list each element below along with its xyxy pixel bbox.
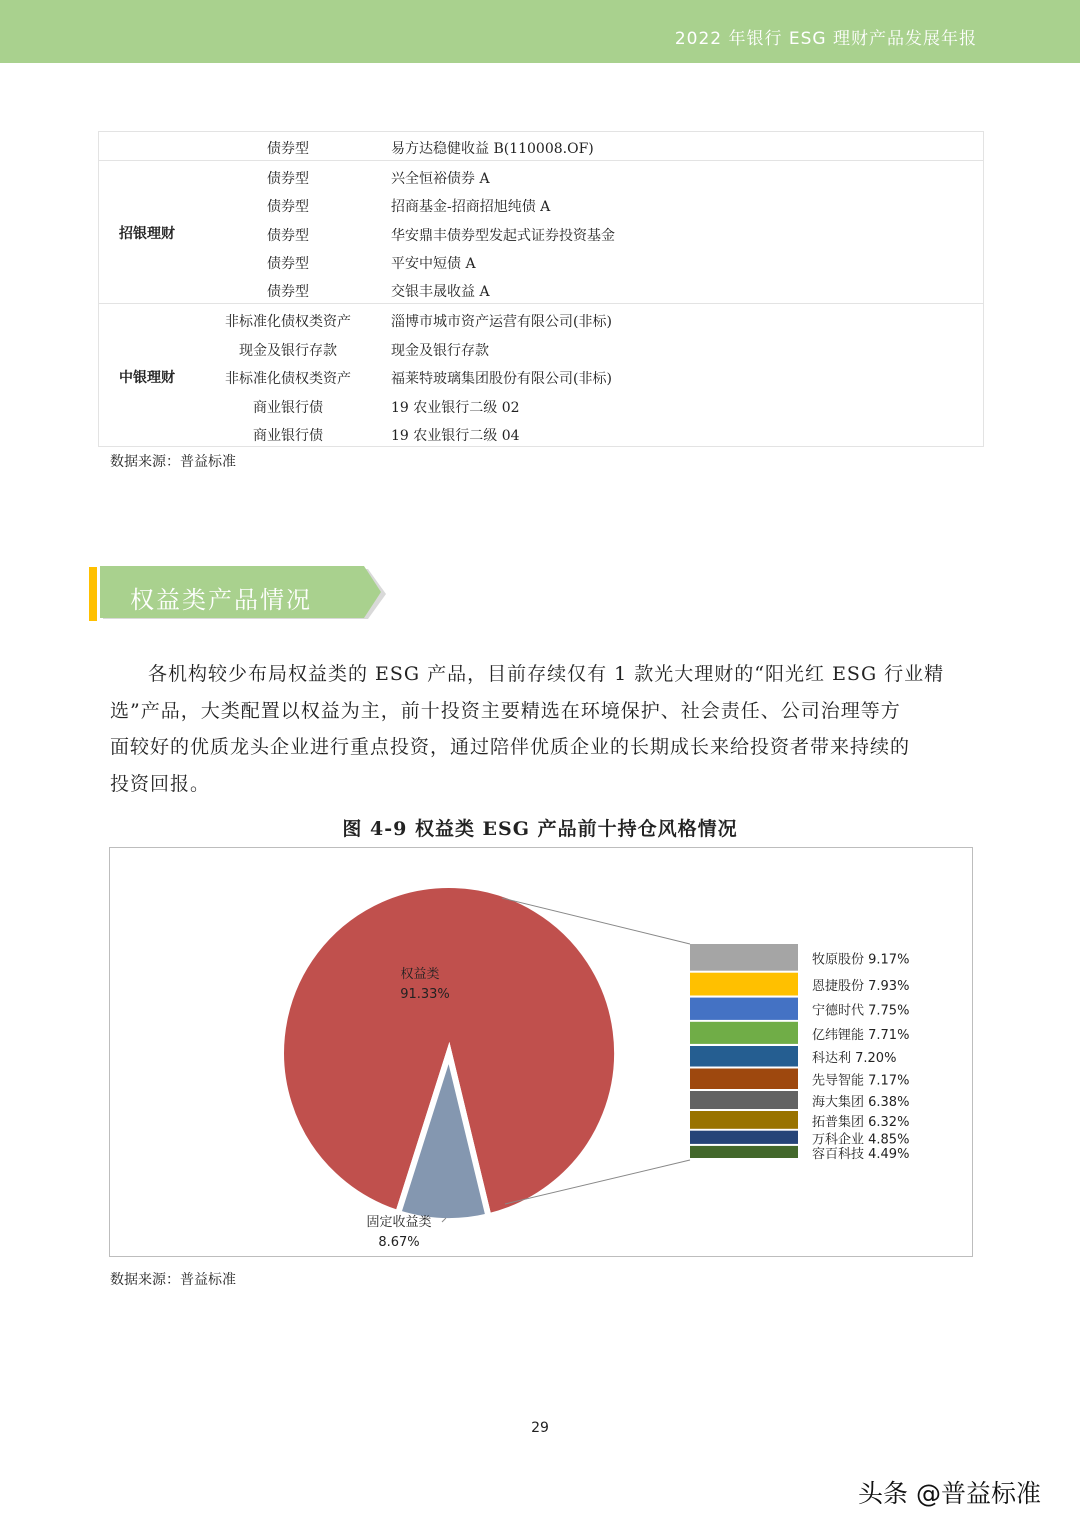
breakdown-bar-segment bbox=[690, 1111, 798, 1129]
table-row bbox=[99, 391, 983, 419]
holdings-institution: 中银理财 bbox=[119, 370, 175, 386]
breakdown-label: 科达利 7.20% bbox=[812, 1051, 897, 1067]
paragraph-line: 面较好的优质龙头企业进行重点投资，通过陪伴优质企业的长期成长来给投资者带来持续的 bbox=[110, 736, 911, 758]
pie-slice-value: 8.67% bbox=[378, 1235, 420, 1250]
table-row bbox=[99, 275, 983, 303]
holdings-group-0 bbox=[99, 132, 983, 160]
breakdown-label: 恩捷股份 7.93% bbox=[812, 979, 910, 995]
table-row bbox=[99, 162, 983, 190]
holding-name-cell: 福莱特玻璃集团股份有限公司(非标) bbox=[391, 371, 612, 387]
table-row bbox=[99, 219, 983, 247]
breakdown-bar-segment bbox=[690, 1091, 798, 1109]
page-header bbox=[0, 0, 1080, 63]
holding-name-cell: 易方达稳健收益 B(110008.OF) bbox=[391, 141, 594, 157]
asset-type-cell: 债券型 bbox=[267, 256, 309, 272]
paragraph-line: 选”产品，大类配置以权益为主，前十投资主要精选在环境保护、社会责任、公司治理等方 bbox=[110, 699, 901, 722]
table-row bbox=[99, 247, 983, 275]
breakdown-bar-segment bbox=[690, 1131, 798, 1144]
watermark: 头条 @普益标准 bbox=[858, 1479, 1041, 1508]
holding-name-cell: 交银丰晟收益 A bbox=[391, 284, 490, 300]
breakdown-bar-segment bbox=[690, 1046, 798, 1067]
pie-of-bar-chart bbox=[110, 848, 972, 1256]
holding-name-cell: 淄博市城市资产运营有限公司(非标) bbox=[391, 314, 612, 330]
table-source-note: 数据来源：普益标准 bbox=[110, 454, 236, 470]
pie-slice-value: 91.33% bbox=[400, 987, 450, 1002]
section-title: 权益类产品情况 bbox=[130, 586, 312, 614]
asset-type-cell: 债券型 bbox=[267, 284, 309, 300]
asset-type-cell: 非标准化债权类资产 bbox=[225, 371, 351, 387]
holding-name-cell: 现金及银行存款 bbox=[391, 343, 489, 359]
asset-type-cell: 债券型 bbox=[267, 171, 309, 187]
breakdown-bar-segment bbox=[690, 1069, 798, 1090]
table-row bbox=[99, 362, 983, 390]
table-row bbox=[99, 419, 983, 447]
figure-source-note: 数据来源：普益标准 bbox=[110, 1272, 236, 1288]
breakdown-label: 拓普集团 6.32% bbox=[812, 1114, 910, 1130]
holding-name-cell: 19 农业银行二级 04 bbox=[391, 428, 520, 444]
table-row bbox=[99, 305, 983, 333]
table-row bbox=[99, 334, 983, 362]
breakdown-bar-segment bbox=[690, 998, 798, 1020]
holding-name-cell: 招商基金-招商招旭纯债 A bbox=[391, 199, 551, 215]
figure-title: 图 4-9 权益类 ESG 产品前十持仓风格情况 bbox=[342, 818, 738, 840]
asset-type-cell: 债券型 bbox=[267, 228, 309, 244]
holdings-group-1 bbox=[99, 160, 983, 304]
breakdown-label: 容百科技 4.49% bbox=[812, 1147, 910, 1162]
breakdown-label: 海大集团 6.38% bbox=[812, 1095, 910, 1110]
asset-type-cell: 债券型 bbox=[267, 199, 309, 215]
asset-type-cell: 非标准化债权类资产 bbox=[225, 314, 351, 330]
breakdown-label: 牧原股份 9.17% bbox=[812, 952, 910, 968]
holdings-institution: 招银理财 bbox=[119, 226, 175, 242]
chart-frame bbox=[109, 847, 973, 1257]
paragraph-line: 各机构较少布局权益类的 ESG 产品，目前存续仅有 1 款光大理财的“阳光红 ESG 行业精 bbox=[148, 663, 945, 685]
breakdown-bar-segment bbox=[690, 944, 798, 971]
asset-type-cell: 债券型 bbox=[267, 141, 309, 157]
breakdown-label: 万科企业 4.85% bbox=[812, 1132, 910, 1148]
asset-type-cell: 商业银行债 bbox=[253, 428, 323, 444]
table-row bbox=[99, 190, 983, 218]
holding-name-cell: 兴全恒裕债券 A bbox=[391, 171, 490, 187]
holding-name-cell: 19 农业银行二级 02 bbox=[391, 400, 520, 416]
paragraph-line: 投资回报。 bbox=[110, 772, 211, 795]
report-title: 2022 年银行 ESG 理财产品发展年报 bbox=[674, 29, 977, 49]
breakdown-bar-segment bbox=[690, 1022, 798, 1044]
holdings-group-2 bbox=[99, 303, 983, 447]
page-number: 29 bbox=[531, 1420, 549, 1436]
pie-slice-label: 固定收益类 bbox=[366, 1215, 432, 1230]
breakdown-label: 亿纬锂能 7.71% bbox=[812, 1027, 910, 1043]
breakdown-bar-segment bbox=[690, 973, 798, 996]
breakdown-label: 宁德时代 7.75% bbox=[812, 1003, 910, 1019]
breakdown-label: 先导智能 7.17% bbox=[812, 1073, 910, 1089]
holding-name-cell: 平安中短债 A bbox=[391, 256, 476, 272]
asset-type-cell: 商业银行债 bbox=[253, 400, 323, 416]
breakdown-bar-segment bbox=[690, 1146, 798, 1158]
holding-name-cell: 华安鼎丰债券型发起式证券投资基金 bbox=[391, 228, 615, 244]
holdings-table bbox=[98, 131, 984, 447]
pie-slice-label: 权益类 bbox=[400, 967, 440, 982]
asset-type-cell: 现金及银行存款 bbox=[239, 343, 337, 359]
table-row bbox=[99, 132, 983, 160]
body-paragraph bbox=[110, 656, 972, 802]
